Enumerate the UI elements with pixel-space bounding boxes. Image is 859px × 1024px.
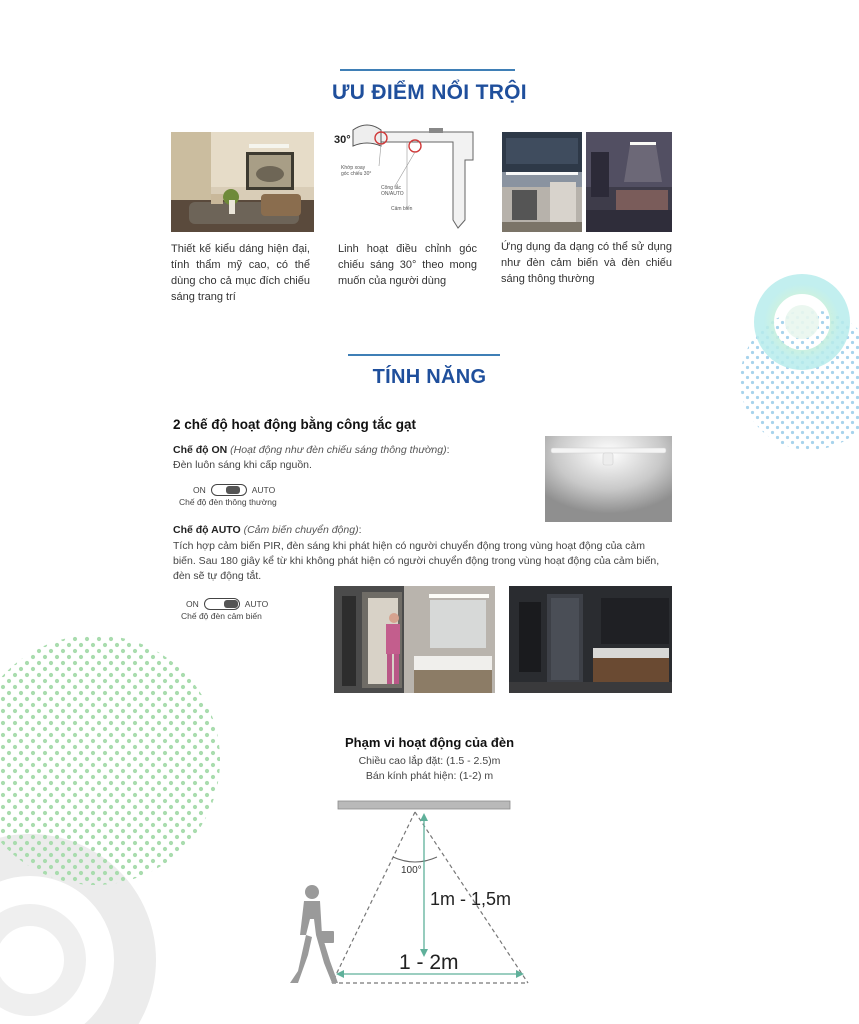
mode-auto-note: (Cảm biến chuyển động): [243, 524, 359, 536]
switch-on-illustration: [193, 484, 275, 496]
mode-on-title: [173, 444, 449, 456]
mode-auto-colon: :: [358, 524, 362, 536]
switch-on-label: ON: [193, 485, 206, 495]
cone-angle-label: 100°: [401, 865, 422, 876]
advantages-heading: ƯU ĐIỂM NỔI TRỘI: [332, 81, 527, 104]
mode-auto-title: [173, 524, 362, 536]
living-room-photo: [171, 132, 314, 232]
rotate-label-2: góc chiếu 30°: [341, 171, 372, 177]
bathroom-dark-photo: [509, 586, 672, 693]
gray-ring-small: [0, 915, 75, 1005]
toggle-switch-on: [211, 484, 247, 496]
kitchen-photo: [502, 132, 582, 232]
range-title: Phạm vi hoạt động của đèn: [344, 735, 515, 750]
mode-on-colon: :: [446, 444, 450, 456]
height-dimension-label: 1m - 1,5m: [430, 889, 512, 909]
advantages-top-rule: [340, 69, 515, 71]
mode-on-caption: Chế độ đèn thông thường: [179, 497, 277, 507]
rotation-diagram: [333, 120, 483, 235]
switch-auto-label-2: AUTO: [244, 599, 269, 609]
install-height-line: Chiều cao lắp đặt: (1.5 - 2.5)m: [358, 755, 501, 767]
advantage-text-1: Thiết kế kiểu dáng hiện đại, tính thẩm mỹ cao, có thể dùng cho cả mục đích chiếu sáng trang trí: [171, 243, 310, 303]
width-dimension-label: 1 - 2m: [399, 951, 459, 974]
mode-auto-body-2: biến. Sau 180 giây kể từ khi không phát hiện có người chuyển động trong vùng hoạt động của cảm biến,: [173, 555, 660, 567]
rotate-label-1: Khớp xoay: [341, 165, 366, 171]
mode-on-note: (Hoạt động như đèn chiếu sáng thông thường): [230, 444, 447, 456]
detection-radius-line: Bán kính phát hiện: (1-2) m: [365, 770, 494, 782]
bedroom-photo: [586, 132, 672, 232]
modes-subtitle: 2 chế độ hoạt động bằng công tắc gạt: [173, 417, 417, 432]
mode-on-name: Chế độ ON: [173, 444, 228, 456]
switch-auto-label: AUTO: [251, 485, 276, 495]
mode-on-body: Đèn luôn sáng khi cấp nguồn.: [173, 459, 312, 471]
switch-on-label-2: ON: [186, 599, 199, 609]
bathroom-lit-photo: [334, 586, 495, 693]
angle-label: 30°: [334, 134, 351, 146]
sensor-label: Cảm biến: [391, 206, 413, 212]
advantage-text-2: Linh hoạt điều chỉnh góc chiếu sáng 30° theo mong muốn của người dùng: [338, 243, 477, 287]
mode-auto-body-1: Tích hợp cảm biến PIR, đèn sáng khi phát hiện có người chuyển động trong vùng hoạt động của cảm: [173, 540, 646, 552]
switch-label-2: ON/AUTO: [381, 191, 404, 197]
switch-auto-illustration: [186, 598, 268, 610]
toggle-switch-auto: [204, 598, 240, 610]
lamp-bar: [338, 801, 510, 809]
mode-auto-name: Chế độ AUTO: [173, 524, 241, 536]
features-top-rule: [348, 354, 500, 356]
lamp-on-photo: [545, 436, 672, 522]
person-silhouette: [290, 885, 338, 983]
features-heading: TÍNH NĂNG: [372, 366, 487, 388]
mode-auto-caption: Chế độ đèn cảm biến: [181, 611, 262, 621]
mode-auto-body-3: đèn sẽ tự động tắt.: [173, 570, 262, 582]
switch-label-1: Công tắc: [381, 185, 402, 191]
advantage-text-3: Ứng dụng đa dạng có thể sử dụng như đèn cảm biến và đèn chiếu sáng thông thường: [501, 241, 672, 285]
